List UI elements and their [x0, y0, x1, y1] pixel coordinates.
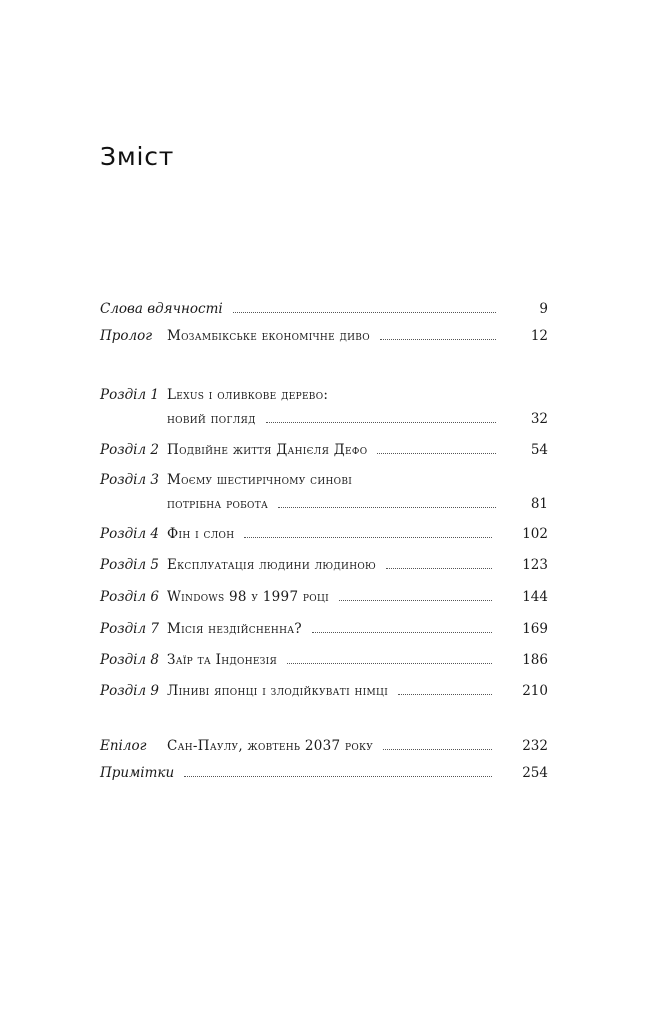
toc-entry-chapter-1[interactable]	[100, 386, 548, 428]
leader-dots	[386, 568, 492, 569]
leader-dots	[233, 312, 496, 313]
toc-title-line1: Lexus і оливкове дерево:	[167, 387, 329, 403]
toc-page-number: 81	[530, 496, 548, 512]
toc-page-number: 102	[522, 526, 548, 542]
leader-dots	[377, 453, 496, 454]
toc-title: Подвійне життя Данієля Дефо	[167, 442, 368, 458]
leader-dots	[398, 694, 492, 695]
toc-entry-prologue[interactable]	[100, 327, 548, 345]
toc-page-number: 54	[530, 442, 548, 458]
toc-page-number: 210	[522, 683, 548, 699]
toc-label: Розділ 5	[100, 557, 159, 573]
leader-dots	[380, 339, 496, 340]
toc-entry-acknowledgements[interactable]	[100, 300, 548, 318]
toc-label: Розділ 3	[100, 472, 159, 488]
toc-title: Фін і слон	[167, 526, 235, 542]
leader-dots	[278, 507, 496, 508]
toc-label: Примітки	[100, 765, 175, 781]
toc-entry-chapter-4[interactable]	[100, 525, 548, 543]
leader-dots	[339, 600, 492, 601]
toc-page-number: 32	[530, 411, 548, 427]
toc-label: Розділ 1	[100, 387, 159, 403]
toc-entry-epilogue[interactable]	[100, 737, 548, 755]
toc-page-number: 186	[522, 652, 548, 668]
toc-entry-chapter-9[interactable]	[100, 682, 548, 700]
toc-page-number: 254	[522, 765, 548, 781]
toc-page-number: 123	[522, 557, 548, 573]
toc-label: Розділ 4	[100, 526, 159, 542]
toc-page-number: 232	[522, 738, 548, 754]
toc-page-number: 169	[522, 621, 548, 637]
toc-label: Епілог	[100, 738, 147, 754]
toc-label: Розділ 7	[100, 621, 159, 637]
toc-title: Місія нездійсненна?	[167, 621, 302, 637]
toc-label: Розділ 6	[100, 589, 159, 605]
toc-entry-chapter-6[interactable]	[100, 588, 548, 606]
toc-entry-chapter-5[interactable]	[100, 556, 548, 574]
leader-dots	[244, 537, 492, 538]
toc-label: Розділ 2	[100, 442, 159, 458]
toc-label: Розділ 8	[100, 652, 159, 668]
toc-title: Заїр та Індонезія	[167, 652, 278, 668]
toc-title-line1: Моєму шестирічному синові	[167, 472, 353, 488]
leader-dots	[266, 422, 496, 423]
leader-dots	[312, 632, 492, 633]
toc-label: Розділ 9	[100, 683, 159, 699]
toc-page-number: 12	[530, 328, 548, 344]
leader-dots	[383, 749, 492, 750]
leader-dots	[184, 776, 492, 777]
toc-title: Windows 98 у 1997 році	[167, 589, 329, 605]
toc-entry-chapter-2[interactable]	[100, 441, 548, 459]
toc-entry-chapter-7[interactable]	[100, 620, 548, 638]
page-title: Зміст	[100, 142, 175, 171]
toc-page-number: 144	[522, 589, 548, 605]
toc-title: Сан-Паулу, жовтень 2037 року	[167, 738, 374, 754]
toc-title: Мозамбікське економічне диво	[167, 328, 370, 344]
toc-title: потрібна робота	[167, 496, 269, 512]
toc-label: Пролог	[100, 328, 153, 344]
leader-dots	[287, 663, 492, 664]
toc-entry-chapter-8[interactable]	[100, 651, 548, 669]
toc-entry-chapter-3[interactable]	[100, 471, 548, 513]
toc-title: новий погляд	[167, 411, 256, 427]
toc-title: Ліниві японці і злодійкуваті німці	[167, 683, 389, 699]
toc-title: Експлуатація людини людиною	[167, 557, 377, 573]
toc-label: Слова вдячності	[100, 301, 223, 317]
toc-page-number: 9	[539, 301, 548, 317]
toc-entry-notes[interactable]	[100, 764, 548, 782]
